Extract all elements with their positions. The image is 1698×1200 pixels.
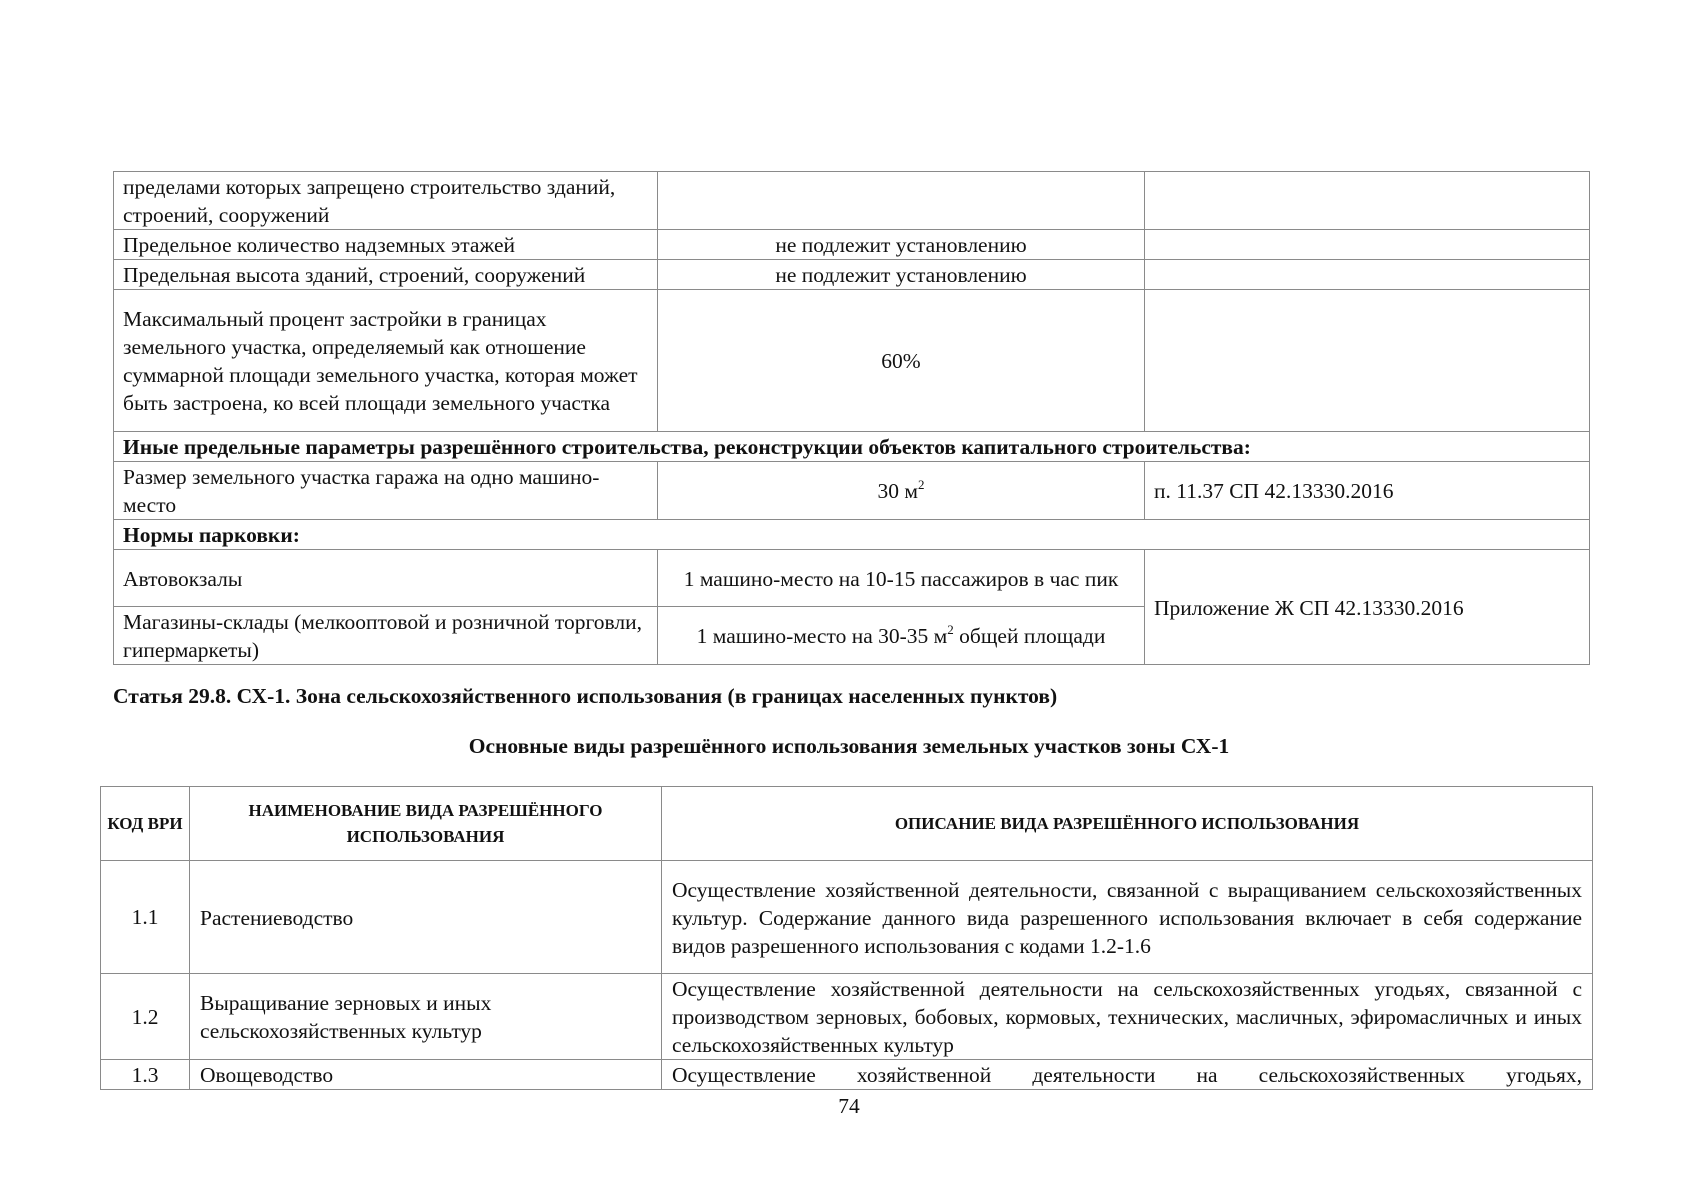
vri-code: 1.3 <box>101 1060 190 1090</box>
table-section-row <box>114 432 1590 462</box>
param-value: 1 машино-место на 10-15 пассажиров в час пик <box>658 550 1145 607</box>
table-row <box>101 861 1593 974</box>
table-section-row <box>114 520 1590 550</box>
table-row <box>114 230 1590 260</box>
param-label: Предельная высота зданий, строений, сооружений <box>114 260 658 290</box>
header-description: ОПИСАНИЕ ВИДА РАЗРЕШЁННОГО ИСПОЛЬЗОВАНИЯ <box>662 787 1593 861</box>
param-label: Размер земельного участка гаража на одно машино-место <box>114 462 658 520</box>
header-name: НАИМЕНОВАНИЕ ВИДА РАЗРЕШЁННОГО ИСПОЛЬЗОВАНИЯ <box>190 787 662 861</box>
param-label: Автовокзалы <box>114 550 658 607</box>
section-heading-parking: Нормы парковки: <box>114 520 1590 550</box>
param-value: не подлежит установлению <box>658 230 1145 260</box>
article-heading: Статья 29.8. СХ-1. Зона сельскохозяйственного использования (в границах населенных пунктов) <box>113 684 1058 708</box>
param-ref <box>1145 260 1590 290</box>
vri-code: 1.2 <box>101 974 190 1060</box>
table-row <box>114 290 1590 432</box>
vri-table <box>100 786 1593 1090</box>
vri-name: Выращивание зерновых и иных сельскохозяйственных культур <box>190 974 662 1060</box>
param-ref <box>1145 172 1590 230</box>
param-value: не подлежит установлению <box>658 260 1145 290</box>
superscript: 2 <box>917 477 925 492</box>
section-subheading: Основные виды разрешённого использования земельных участков зоны СХ-1 <box>468 734 1230 758</box>
vri-description: Осуществление хозяйственной деятельности, связанной с выращиванием сельскохозяйственных культур. Содержание данного вида разрешенного использования включает в себя содержание видов разрешенного использования с кодами 1.2-1.6 <box>662 861 1593 974</box>
superscript: 2 <box>947 622 954 637</box>
table-row <box>101 1060 1593 1090</box>
param-label: Максимальный процент застройки в границах земельного участка, определяемый как отношение суммарной площади земельного участка, которая может быть застроена, ко всей площади земельного участка <box>114 290 658 432</box>
param-value-text: общей площади <box>953 624 1106 648</box>
vri-code: 1.1 <box>101 861 190 974</box>
param-value <box>658 172 1145 230</box>
param-ref: п. 11.37 СП 42.13330.2016 <box>1145 462 1590 520</box>
header-code: КОД ВРИ <box>101 787 190 861</box>
table-header-row <box>101 787 1593 861</box>
parameters-table <box>113 171 1590 665</box>
vri-description: Осуществление хозяйственной деятельности на сельскохозяйственных угодьях, <box>662 1060 1593 1090</box>
param-ref <box>1145 230 1590 260</box>
param-value: 60% <box>658 290 1145 432</box>
vri-name: Растениеводство <box>190 861 662 974</box>
param-ref <box>1145 290 1590 432</box>
table-row <box>114 172 1590 230</box>
table-row <box>101 974 1593 1060</box>
table-row <box>114 462 1590 520</box>
vri-name: Овощеводство <box>190 1060 662 1090</box>
vri-description: Осуществление хозяйственной деятельности на сельскохозяйственных угодьях, связанной с производством зерновых, бобовых, кормовых, технических, масличных, эфиромасличных и иных сельскохозяйственных культур <box>662 974 1593 1060</box>
param-value <box>658 462 1145 520</box>
page-number: 74 <box>838 1094 860 1118</box>
param-ref: Приложение Ж СП 42.13330.2016 <box>1145 550 1590 665</box>
param-label: Предельное количество надземных этажей <box>114 230 658 260</box>
param-value-text: 30 м <box>877 479 918 503</box>
param-label: Магазины-склады (мелкооптовой и розничной торговли, гипермаркеты) <box>114 607 658 665</box>
param-value-text: 1 машино-место на 30-35 м <box>696 624 948 648</box>
param-value <box>658 607 1145 665</box>
param-label: пределами которых запрещено строительство зданий, строений, сооружений <box>114 172 658 230</box>
section-heading-other-params: Иные предельные параметры разрешённого строительства, реконструкции объектов капитального строительства: <box>114 432 1590 462</box>
table-row <box>114 260 1590 290</box>
table-row <box>114 550 1590 607</box>
